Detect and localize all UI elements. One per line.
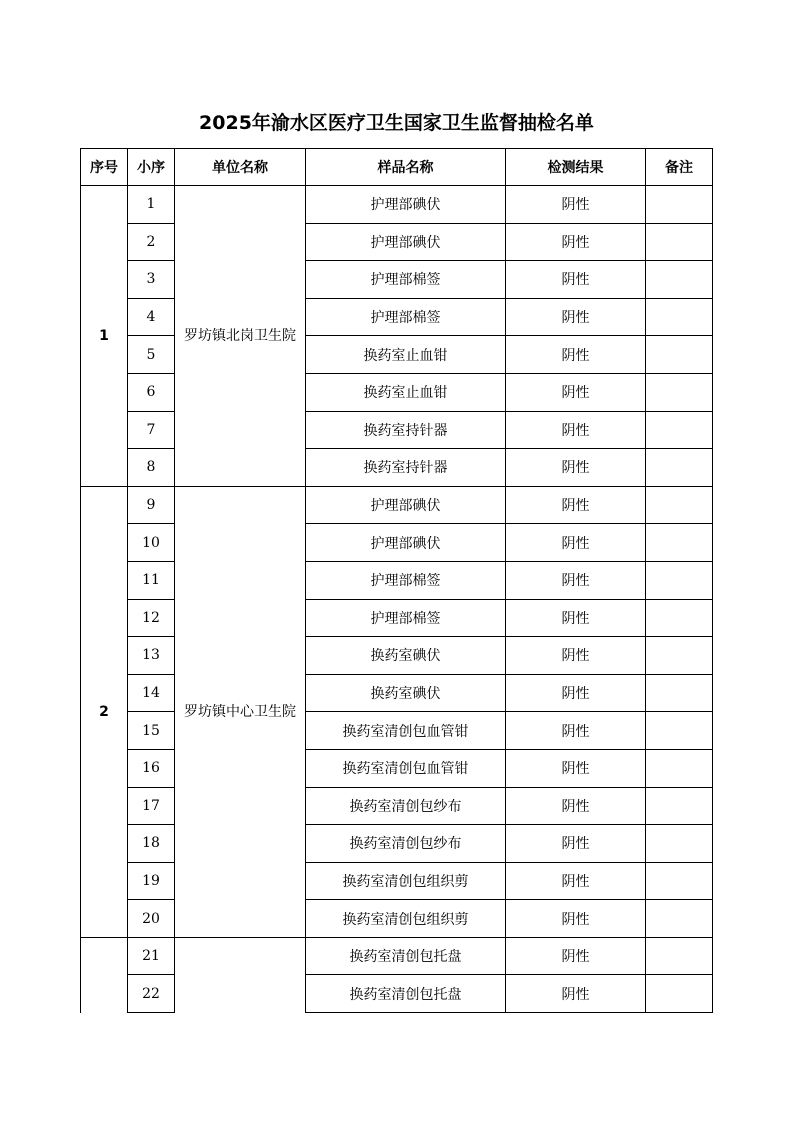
- test-result-cell: 阴性: [506, 223, 646, 261]
- remark-cell: [646, 862, 713, 900]
- test-result-cell: 阴性: [506, 749, 646, 787]
- remark-cell: [646, 411, 713, 449]
- test-result-cell: 阴性: [506, 862, 646, 900]
- sub-seq-cell: 9: [128, 486, 175, 524]
- test-result-cell: 阴性: [506, 787, 646, 825]
- test-result-cell: 阴性: [506, 900, 646, 938]
- sample-name-cell: 换药室清创包血管钳: [306, 749, 506, 787]
- sample-name-cell: 护理部棉签: [306, 261, 506, 299]
- table-row: [81, 486, 713, 524]
- sub-seq-cell: 18: [128, 825, 175, 863]
- sub-seq-cell: 2: [128, 223, 175, 261]
- group-seq: 2: [81, 486, 128, 937]
- test-result-cell: 阴性: [506, 298, 646, 336]
- sub-seq-cell: 12: [128, 599, 175, 637]
- sample-name-cell: 换药室止血钳: [306, 373, 506, 411]
- remark-cell: [646, 712, 713, 750]
- sub-seq-cell: 13: [128, 637, 175, 675]
- sub-seq-cell: 1: [128, 186, 175, 224]
- header-remark: 备注: [646, 149, 713, 186]
- test-result-cell: 阴性: [506, 599, 646, 637]
- test-result-cell: 阴性: [506, 712, 646, 750]
- test-result-cell: 阴性: [506, 674, 646, 712]
- test-result-cell: 阴性: [506, 336, 646, 374]
- unit-name-cell: 罗坊镇北岗卫生院: [175, 186, 306, 487]
- sample-name-cell: 护理部碘伏: [306, 486, 506, 524]
- sub-seq-cell: 6: [128, 373, 175, 411]
- sample-name-cell: 换药室持针器: [306, 449, 506, 487]
- header-sub-seq: 小序: [128, 149, 175, 186]
- sample-name-cell: 换药室清创包纱布: [306, 825, 506, 863]
- sample-name-cell: 换药室清创包组织剪: [306, 900, 506, 938]
- inspection-table: [80, 148, 713, 1013]
- sample-name-cell: 换药室止血钳: [306, 336, 506, 374]
- test-result-cell: 阴性: [506, 486, 646, 524]
- sample-name-cell: 换药室清创包纱布: [306, 787, 506, 825]
- sample-name-cell: 换药室碘伏: [306, 637, 506, 675]
- test-result-cell: 阴性: [506, 186, 646, 224]
- group-seq: 1: [81, 186, 128, 487]
- sample-name-cell: 换药室持针器: [306, 411, 506, 449]
- remark-cell: [646, 336, 713, 374]
- sub-seq-cell: 4: [128, 298, 175, 336]
- table-header-row: [81, 149, 713, 186]
- test-result-cell: 阴性: [506, 524, 646, 562]
- sample-name-cell: 护理部棉签: [306, 599, 506, 637]
- test-result-cell: 阴性: [506, 449, 646, 487]
- test-result-cell: 阴性: [506, 261, 646, 299]
- remark-cell: [646, 900, 713, 938]
- remark-cell: [646, 599, 713, 637]
- test-result-cell: 阴性: [506, 825, 646, 863]
- sub-seq-cell: 7: [128, 411, 175, 449]
- sample-name-cell: 护理部碘伏: [306, 223, 506, 261]
- unit-name-cell: 罗坊镇中心卫生院: [175, 486, 306, 937]
- sub-seq-cell: 21: [128, 937, 175, 975]
- remark-cell: [646, 186, 713, 224]
- test-result-cell: 阴性: [506, 561, 646, 599]
- sample-name-cell: 护理部碘伏: [306, 524, 506, 562]
- sub-seq-cell: 20: [128, 900, 175, 938]
- remark-cell: [646, 298, 713, 336]
- document-title: 2025年渝水区医疗卫生国家卫生监督抽检名单: [199, 112, 594, 134]
- sub-seq-cell: 3: [128, 261, 175, 299]
- header-sample: 样品名称: [306, 149, 506, 186]
- table-row: [81, 937, 713, 975]
- sub-seq-cell: 16: [128, 749, 175, 787]
- sample-name-cell: 换药室清创包组织剪: [306, 862, 506, 900]
- test-result-cell: 阴性: [506, 373, 646, 411]
- remark-cell: [646, 787, 713, 825]
- remark-cell: [646, 749, 713, 787]
- sub-seq-cell: 15: [128, 712, 175, 750]
- remark-cell: [646, 449, 713, 487]
- remark-cell: [646, 975, 713, 1013]
- remark-cell: [646, 674, 713, 712]
- sub-seq-cell: 17: [128, 787, 175, 825]
- test-result-cell: 阴性: [506, 411, 646, 449]
- remark-cell: [646, 937, 713, 975]
- sub-seq-cell: 5: [128, 336, 175, 374]
- remark-cell: [646, 373, 713, 411]
- remark-cell: [646, 825, 713, 863]
- test-result-cell: 阴性: [506, 637, 646, 675]
- test-result-cell: 阴性: [506, 975, 646, 1013]
- sub-seq-cell: 11: [128, 561, 175, 599]
- remark-cell: [646, 524, 713, 562]
- sample-name-cell: 换药室清创包血管钳: [306, 712, 506, 750]
- header-result: 检测结果: [506, 149, 646, 186]
- sample-name-cell: 换药室清创包托盘: [306, 937, 506, 975]
- sample-name-cell: 换药室清创包托盘: [306, 975, 506, 1013]
- sample-name-cell: 护理部棉签: [306, 561, 506, 599]
- group-seq: [81, 937, 128, 1012]
- table-row: [81, 186, 713, 224]
- sample-name-cell: 护理部碘伏: [306, 186, 506, 224]
- sub-seq-cell: 14: [128, 674, 175, 712]
- header-seq: 序号: [81, 149, 128, 186]
- remark-cell: [646, 561, 713, 599]
- unit-name-cell: [175, 937, 306, 1012]
- remark-cell: [646, 486, 713, 524]
- sub-seq-cell: 10: [128, 524, 175, 562]
- sub-seq-cell: 8: [128, 449, 175, 487]
- sample-name-cell: 护理部棉签: [306, 298, 506, 336]
- remark-cell: [646, 261, 713, 299]
- remark-cell: [646, 223, 713, 261]
- table-body: [81, 186, 713, 1013]
- sample-name-cell: 换药室碘伏: [306, 674, 506, 712]
- sub-seq-cell: 22: [128, 975, 175, 1013]
- header-unit: 单位名称: [175, 149, 306, 186]
- sub-seq-cell: 19: [128, 862, 175, 900]
- remark-cell: [646, 637, 713, 675]
- test-result-cell: 阴性: [506, 937, 646, 975]
